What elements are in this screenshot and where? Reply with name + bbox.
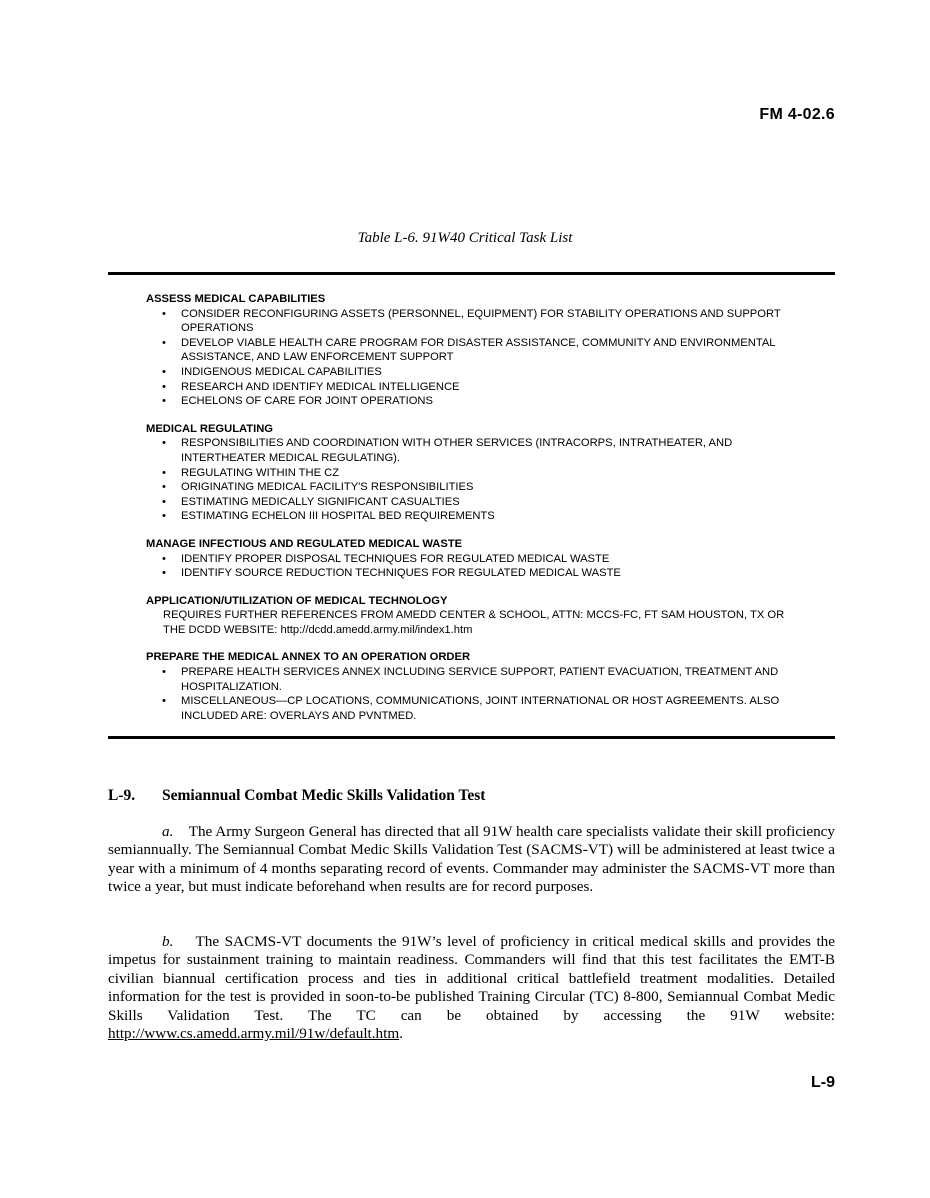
task-section-heading: PREPARE THE MEDICAL ANNEX TO AN OPERATION ORDER (146, 651, 471, 664)
task-item: • MISCELLANEOUS—CP LOCATIONS, COMMUNICATIONS, JOINT INTERNATIONAL OR HOST AGREEMENTS. ALSO INCLUDED ARE: OVERLAYS AND PVNTMED. (162, 695, 780, 722)
task-reference-text: REQUIRES FURTHER REFERENCES FROM AMEDD CENTER & SCHOOL, ATTN: MCCS-FC, FT SAM HOUSTON, TX OR THE DCDD WEBSITE: http://dcdd.amedd.army.mil/index1.htm (163, 609, 785, 636)
task-item: • ECHELONS OF CARE FOR JOINT OPERATIONS (162, 395, 433, 408)
task-items (146, 436, 806, 524)
section-title-text: Semiannual Combat Medic Skills Validation Test (162, 787, 486, 804)
paragraph-label: b. (162, 933, 174, 950)
task-item: • ORIGINATING MEDICAL FACILITY'S RESPONSIBILITIES (162, 481, 474, 494)
bullet-icon: • (162, 666, 166, 679)
task-item: • RESPONSIBILITIES AND COORDINATION WITH OTHER SERVICES (INTRACORPS, INTRATHEATER, AND INTERTHEATER MEDICAL REGULATING). (162, 437, 733, 464)
bullet-icon: • (162, 336, 166, 349)
table-bottom-rule (108, 736, 835, 739)
bullet-icon: • (162, 437, 166, 450)
section-number: L-9. (108, 787, 136, 804)
critical-task-list (146, 292, 806, 736)
bullet-icon: • (162, 307, 166, 320)
task-section-heading: MEDICAL REGULATING (146, 422, 273, 435)
bullet-icon: • (162, 510, 166, 523)
task-item: • DEVELOP VIABLE HEALTH CARE PROGRAM FOR DISASTER ASSISTANCE, COMMUNITY AND ENVIRONMENTAL ASSISTANCE, AND LAW ENFORCEMENT SUPPORT (162, 336, 776, 364)
bullet-icon: • (162, 395, 166, 408)
bullet-icon: • (162, 365, 166, 378)
bullet-icon: • (162, 552, 166, 565)
task-item: • IDENTIFY SOURCE REDUCTION TECHNIQUES FOR REGULATED MEDICAL WASTE (162, 567, 621, 580)
task-section-heading: MANAGE INFECTIOUS AND REGULATED MEDICAL WASTE (146, 537, 463, 550)
task-item: • IDENTIFY PROPER DISPOSAL TECHNIQUES FOR REGULATED MEDICAL WASTE (162, 552, 610, 565)
bullet-icon: • (162, 481, 166, 494)
task-item: • RESEARCH AND IDENTIFY MEDICAL INTELLIGENCE (162, 380, 460, 393)
task-item: • CONSIDER RECONFIGURING ASSETS (PERSONNEL, EQUIPMENT) FOR STABILITY OPERATIONS AND SUPPORT OPERATIONS (162, 307, 781, 335)
paragraph-a (108, 823, 835, 897)
document-code: FM 4-02.6 (759, 106, 835, 123)
website-link[interactable]: http://www.cs.amedd.army.mil/91w/default.htm (108, 1025, 400, 1043)
paragraph-label: a. (162, 823, 174, 840)
task-section-heading: APPLICATION/UTILIZATION OF MEDICAL TECHNOLOGY (146, 594, 448, 607)
task-section (146, 292, 806, 409)
task-section (146, 594, 806, 638)
task-items (146, 665, 806, 723)
task-section-heading: ASSESS MEDICAL CAPABILITIES (146, 293, 326, 305)
task-item: • REGULATING WITHIN THE CZ (162, 466, 340, 479)
task-item: • INDIGENOUS MEDICAL CAPABILITIES (162, 365, 382, 378)
task-item: • PREPARE HEALTH SERVICES ANNEX INCLUDING SERVICE SUPPORT, PATIENT EVACUATION, TREATMENT AND HOSPITALIZATION. (162, 666, 779, 693)
task-section (146, 650, 806, 723)
task-items (146, 307, 806, 409)
task-item: • ESTIMATING MEDICALLY SIGNIFICANT CASUALTIES (162, 495, 460, 508)
paragraph-b: b. The SACMS-VT documents the 91W’s level of proficiency in critical medical skills and provides the impetus for sustainment training to maintain readiness. Commanders will find that this test facilitates the EMT-B civilian biannual certification process and ties in additional critical battlefield treatment modalities. Detailed information for the test is provided in soon-to-be published Training Circular (TC) 8-800, Semiannual Combat Medic Skills Validation Test. The TC can be obtained by accessing the 91W website: http://www.cs.amedd.army.mil/91w/default.htm. (108, 933, 836, 1043)
table-top-rule (108, 272, 835, 275)
page-number: L-9 (811, 1074, 835, 1091)
task-section (146, 422, 806, 524)
section-title (108, 787, 485, 805)
paragraph-text: The SACMS-VT documents the 91W’s level of proficiency in critical medical skills and provides the impetus for sustainment training to maintain readiness. Commanders will find that this test facilitates the EMT-B civilian biannual certification process and ties in additional critical battlefield treatment modalities. Detailed information for the test is provided in soon-to-be published Training Circular (TC) 8-800, Semiannual Combat Medic Skills Validation Test. The TC can be obtained by accessing the 91W website: (108, 933, 836, 1024)
task-item: • ESTIMATING ECHELON III HOSPITAL BED REQUIREMENTS (162, 510, 495, 523)
table-caption: Table L-6. 91W40 Critical Task List (357, 230, 573, 246)
bullet-icon: • (162, 466, 166, 479)
paragraph-text: The Army Surgeon General has directed that all 91W health care specialists validate their skill proficiency semiannually. The Semiannual Combat Medic Skills Validation Test (SACMS-VT) will be administered at least twice a year with a minimum of 4 months separating record of events. Commander may administer the SACMS-VT more than twice a year, but must indicate beforehand when results are for record purposes. (108, 823, 836, 896)
bullet-icon: • (162, 380, 166, 393)
task-section (146, 537, 806, 581)
bullet-icon: • (162, 695, 166, 708)
bullet-icon: • (162, 567, 166, 580)
bullet-icon: • (162, 495, 166, 508)
task-items (146, 552, 806, 581)
